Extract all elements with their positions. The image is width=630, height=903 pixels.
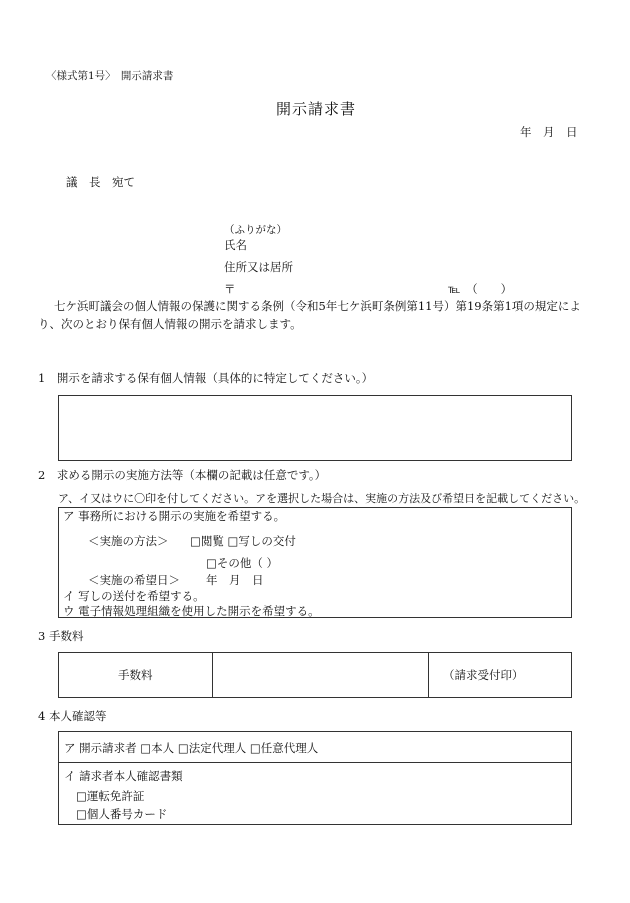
method-other[interactable]: □その他（ ） (206, 556, 279, 570)
postal-mark: 〒 (224, 282, 236, 296)
name-label: 氏名 (224, 238, 247, 252)
identity-row-i: イ 請求者本人確認書類 (64, 769, 183, 783)
identity-row-a[interactable]: ア 開示請求者 □本人 □法定代理人 □任意代理人 (64, 741, 319, 755)
page-title: 開示請求書 (276, 100, 357, 118)
doc-drivers-license[interactable]: □運転免許証 (76, 789, 145, 803)
option-a[interactable]: ア 事務所における開示の実施を希望する。 (63, 509, 286, 523)
option-i[interactable]: イ 写しの送付を希望する。 (63, 589, 205, 603)
option-u[interactable]: ウ 電子情報処理組織を使用した開示を希望する。 (63, 604, 320, 618)
date-wish-value[interactable]: 年 月 日 (206, 573, 264, 587)
identity-divider (58, 762, 572, 763)
method-options[interactable]: □閲覧 □写しの交付 (190, 534, 296, 548)
section3-heading: 3 手数料 (38, 629, 84, 643)
fee-label: 手数料 (118, 668, 153, 682)
fee-divider-2 (428, 652, 429, 698)
section1-info-box[interactable] (58, 395, 572, 461)
section1-heading: 1 開示を請求する保有個人情報（具体的に特定してください。） (38, 371, 374, 385)
intro-paragraph: 七ケ浜町議会の個人情報の保護に関する条例（令和5年七ケ浜町条例第11号）第19条第1項の規定により、次のとおり保有個人情報の開示を請求します。 (38, 299, 581, 331)
method-label: ＜実施の方法＞ (88, 534, 169, 548)
date-wish-label: ＜実施の希望日＞ (88, 573, 180, 587)
addressee: 議 長 宛て (66, 175, 135, 189)
fee-divider-1 (212, 652, 213, 698)
date-line: 年 月 日 (520, 125, 578, 139)
furigana-label: （ふりがな） (224, 224, 287, 236)
section2-note: ア、イ又はウに〇印を付してください。アを選択した場合は、実施の方法及び希望日を記載してください。 (58, 492, 586, 505)
address-label: 住所又は居所 (224, 260, 293, 274)
form-label: 〈様式第1号〉 開示請求書 (46, 70, 174, 82)
stamp-label: （請求受付印） (443, 668, 524, 682)
tel-label: ℡ （ ） (448, 282, 513, 296)
section2-heading: 2 求める開示の実施方法等（本欄の記載は任意です。） (38, 468, 327, 482)
doc-my-number-card[interactable]: □個人番号カード (76, 807, 168, 821)
section4-heading: 4 本人確認等 (38, 709, 107, 723)
